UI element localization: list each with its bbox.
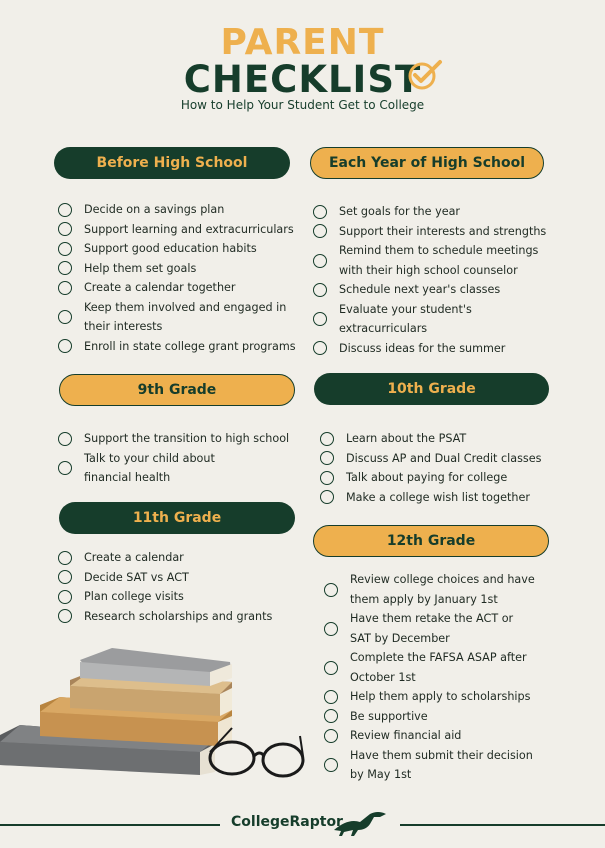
checkbox-circle-icon[interactable] bbox=[58, 222, 72, 236]
title-parent: PARENT bbox=[220, 22, 385, 63]
checklist-item[interactable]: Be supportive bbox=[324, 707, 544, 727]
checkbox-circle-icon[interactable] bbox=[58, 551, 72, 565]
title-checklist bbox=[0, 58, 605, 101]
checklist-item[interactable]: Have them submit their decision by May 1st bbox=[324, 746, 544, 785]
checkbox-circle-icon[interactable] bbox=[58, 281, 72, 295]
checkbox-circle-icon[interactable] bbox=[313, 312, 327, 326]
checklist-item[interactable]: Evaluate your student's extracurriculars bbox=[313, 300, 548, 339]
footer-divider-left bbox=[0, 824, 220, 826]
checklist-item[interactable]: Talk about paying for college bbox=[320, 468, 555, 488]
checkbox-circle-icon[interactable] bbox=[324, 758, 338, 772]
checklist-item[interactable]: Review college choices and have them apply by January 1st bbox=[324, 570, 544, 609]
section-header-9th-grade: 9th Grade bbox=[59, 374, 295, 406]
checkbox-circle-icon[interactable] bbox=[320, 490, 334, 504]
section-header-before-high-school: Before High School bbox=[54, 147, 290, 179]
checklist-item[interactable]: Research scholarships and grants bbox=[58, 607, 303, 627]
checklist-item[interactable]: Make a college wish list together bbox=[320, 488, 555, 508]
checklist-item[interactable]: Decide on a savings plan bbox=[58, 200, 303, 220]
checklist-item[interactable]: Set goals for the year bbox=[313, 202, 548, 222]
checklist-item[interactable]: Complete the FAFSA ASAP after October 1st bbox=[324, 648, 544, 687]
checkbox-circle-icon[interactable] bbox=[313, 205, 327, 219]
checklist-item[interactable]: Discuss ideas for the summer bbox=[313, 339, 548, 359]
checkbox-circle-icon[interactable] bbox=[313, 341, 327, 355]
checklist-item[interactable]: Support their interests and strengths bbox=[313, 222, 548, 242]
checklist-item[interactable]: Talk to your child about financial health bbox=[58, 449, 263, 488]
checkbox-circle-icon[interactable] bbox=[313, 224, 327, 238]
checkbox-circle-icon[interactable] bbox=[58, 261, 72, 275]
title-checklist-text: CHECKLIST bbox=[183, 58, 422, 101]
list-9th-grade bbox=[58, 429, 303, 488]
checkbox-circle-icon[interactable] bbox=[324, 709, 338, 723]
checklist-item[interactable]: Help them set goals bbox=[58, 259, 303, 279]
checklist-item[interactable]: Plan college visits bbox=[58, 587, 303, 607]
checkbox-circle-icon[interactable] bbox=[58, 310, 72, 324]
checkbox-circle-icon[interactable] bbox=[58, 570, 72, 584]
list-10th-grade bbox=[320, 429, 555, 507]
checkbox-circle-icon[interactable] bbox=[58, 432, 72, 446]
checkbox-circle-icon[interactable] bbox=[58, 609, 72, 623]
section-header-11th-grade: 11th Grade bbox=[59, 502, 295, 534]
section-header-10th-grade: 10th Grade bbox=[314, 373, 549, 405]
checkbox-circle-icon[interactable] bbox=[58, 461, 72, 475]
checkbox-circle-icon[interactable] bbox=[320, 471, 334, 485]
footer-brand: CollegeRaptor bbox=[231, 814, 343, 830]
checklist-item[interactable]: Help them apply to scholarships bbox=[324, 687, 544, 707]
list-12th-grade bbox=[324, 570, 544, 785]
checklist-item[interactable]: Schedule next year's classes bbox=[313, 280, 548, 300]
checklist-item[interactable]: Learn about the PSAT bbox=[320, 429, 555, 449]
checkbox-circle-icon[interactable] bbox=[58, 203, 72, 217]
checkbox-circle-icon[interactable] bbox=[313, 283, 327, 297]
checklist-item[interactable]: Support learning and extracurriculars bbox=[58, 220, 303, 240]
checkbox-circle-icon[interactable] bbox=[324, 661, 338, 675]
books-illustration bbox=[0, 640, 320, 790]
checklist-item[interactable]: Keep them involved and engaged in their interests bbox=[58, 298, 298, 337]
checklist-item[interactable]: Create a calendar together bbox=[58, 278, 303, 298]
checklist-item[interactable]: Support good education habits bbox=[58, 239, 303, 259]
checklist-item[interactable]: Decide SAT vs ACT bbox=[58, 568, 303, 588]
checklist-item[interactable]: Create a calendar bbox=[58, 548, 303, 568]
checklist-item[interactable]: Review financial aid bbox=[324, 726, 544, 746]
list-before-high-school bbox=[58, 200, 303, 356]
footer-divider-right bbox=[400, 824, 605, 826]
checkmark-icon bbox=[405, 57, 443, 93]
list-11th-grade bbox=[58, 548, 303, 626]
checkbox-circle-icon[interactable] bbox=[313, 254, 327, 268]
checkbox-circle-icon[interactable] bbox=[324, 729, 338, 743]
checklist-item[interactable]: Support the transition to high school bbox=[58, 429, 303, 449]
checkbox-circle-icon[interactable] bbox=[324, 583, 338, 597]
checkbox-circle-icon[interactable] bbox=[320, 432, 334, 446]
raptor-logo-icon bbox=[330, 808, 390, 838]
page-subtitle: How to Help Your Student Get to College bbox=[180, 98, 425, 112]
checkbox-circle-icon[interactable] bbox=[320, 451, 334, 465]
checklist-item[interactable]: Discuss AP and Dual Credit classes bbox=[320, 449, 555, 469]
checkbox-circle-icon[interactable] bbox=[324, 690, 338, 704]
checklist-item[interactable]: Enroll in state college grant programs bbox=[58, 337, 303, 357]
checkbox-circle-icon[interactable] bbox=[324, 622, 338, 636]
checklist-item[interactable]: Have them retake the ACT or SAT by December bbox=[324, 609, 524, 648]
checkbox-circle-icon[interactable] bbox=[58, 242, 72, 256]
list-each-year bbox=[313, 202, 548, 358]
checklist-item[interactable]: Remind them to schedule meetings with their high school counselor bbox=[313, 241, 548, 280]
checkbox-circle-icon[interactable] bbox=[58, 339, 72, 353]
section-header-each-year: Each Year of High School bbox=[310, 147, 544, 179]
section-header-12th-grade: 12th Grade bbox=[313, 525, 549, 557]
checkbox-circle-icon[interactable] bbox=[58, 590, 72, 604]
